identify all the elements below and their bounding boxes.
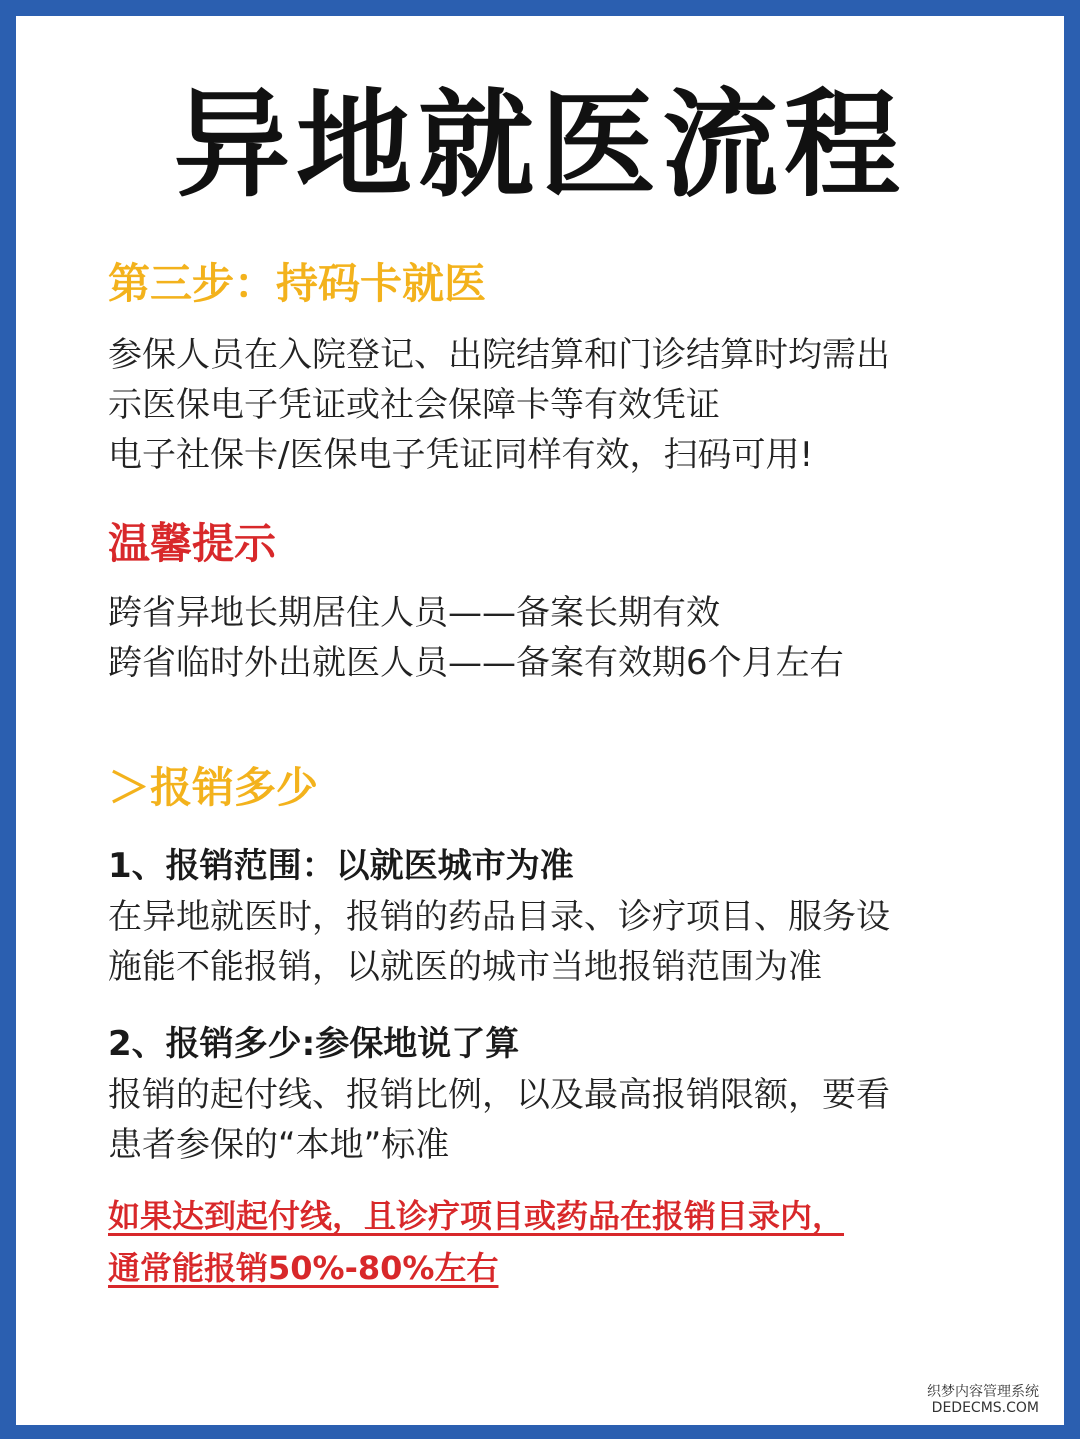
watermark	[924, 1383, 1042, 1417]
watermark-line-1: 织梦内容管理系统	[927, 1384, 1039, 1400]
step3-line-2: 示医保电子凭证或社会保障卡等有效凭证	[108, 385, 720, 425]
reimburse-note-line-2: 通常能报销50%-80%左右	[108, 1249, 499, 1287]
page-title: 异地就医流程	[174, 78, 906, 213]
tips-section	[108, 516, 988, 688]
reimburse-heading: ＞报销多少	[108, 763, 319, 812]
reimburse-item1-line-1: 在异地就医时，报销的药品目录、诊疗项目、服务设	[108, 897, 890, 937]
reimburse-note-line-1: 如果达到起付线，且诊疗项目或药品在报销目录内，	[108, 1197, 845, 1235]
reimburse-item2-line-1: 报销的起付线、报销比例，以及最高报销限额，要看	[108, 1075, 890, 1115]
tips-line-2: 跨省临时外出就医人员——备案有效期6个月左右	[108, 643, 844, 683]
reimburse-item1-title: 1、报销范围：以就医城市为准	[108, 846, 574, 886]
tips-line-1: 跨省异地长期居住人员——备案长期有效	[108, 593, 720, 633]
watermark-line-2: DEDECMS.COM	[931, 1400, 1039, 1416]
step3-heading: 第三步：持码卡就医	[108, 259, 487, 308]
reimburse-item-amount	[108, 1018, 988, 1170]
reimburse-item-scope	[108, 840, 988, 992]
reimburse-section	[108, 760, 988, 1294]
tips-heading: 温馨提示	[108, 519, 277, 568]
step3-line-1: 参保人员在入院登记、出院结算和门诊结算时均需出	[108, 335, 890, 375]
step3-section	[108, 256, 988, 480]
reimburse-note	[108, 1190, 988, 1294]
reimburse-item2-line-2: 患者参保的“本地”标准	[108, 1125, 450, 1165]
reimburse-item2-title: 2、报销多少:参保地说了算	[108, 1024, 520, 1064]
reimburse-item1-line-2: 施能不能报销，以就医的城市当地报销范围为准	[108, 947, 822, 987]
step3-line-3: 电子社保卡/医保电子凭证同样有效，扫码可用!	[108, 435, 814, 475]
document-content	[108, 256, 988, 1294]
